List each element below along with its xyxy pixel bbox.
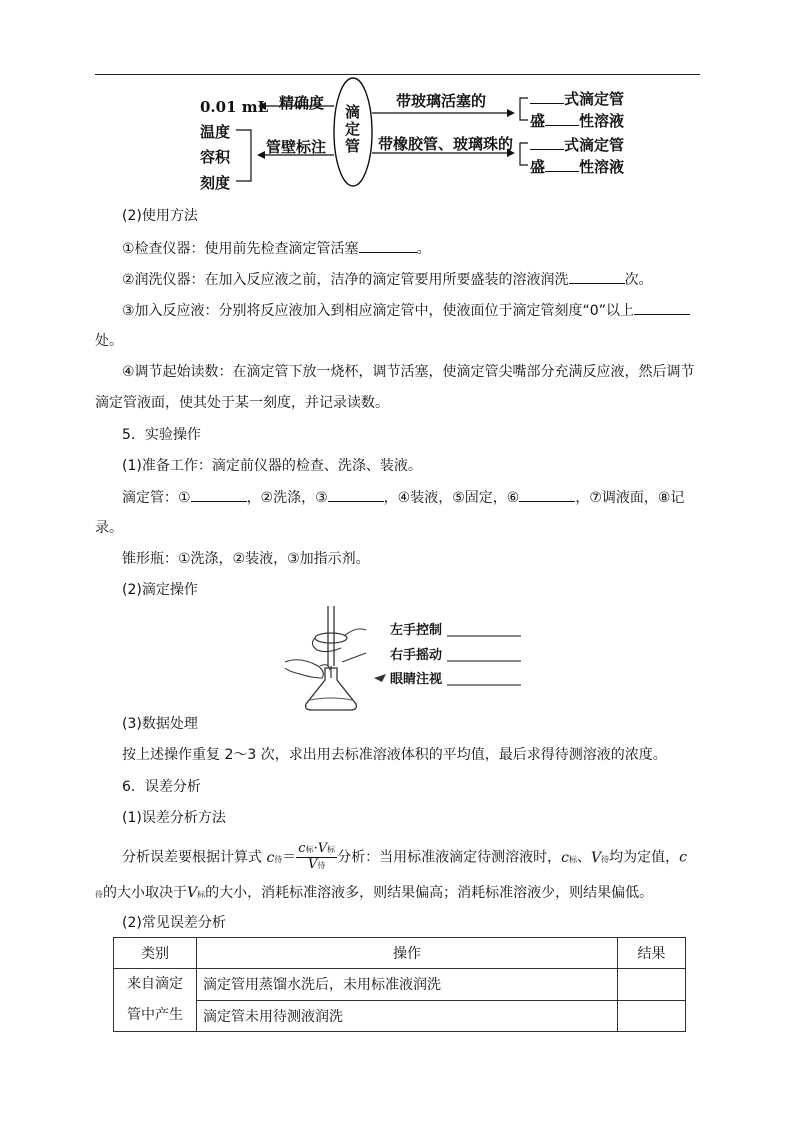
wall-arrowhead — [257, 151, 265, 159]
data-text: 按上述操作重复 2～3 次，求出用去标准溶液体积的平均值，最后求得待测溶液的浓度。 — [122, 747, 667, 763]
precision-label: 精确度 — [279, 94, 325, 112]
glass-type-blank — [530, 91, 564, 104]
data-heading: (3)数据处理 — [122, 716, 198, 732]
glass-type: 式滴定管 — [530, 88, 624, 109]
formula-fraction: $\frac{\text{c标·V标}}{\text{V待}}$ — [298, 841, 336, 872]
step1-blank — [359, 238, 417, 253]
operation-heading: 5．实验操作 — [122, 427, 201, 443]
table-row — [114, 969, 686, 1001]
usage-step2: ②润洗仪器：在加入反应液之前，洁净的滴定管要用所要盛装的溶液润洗 次。 — [122, 269, 653, 290]
wall-item-volume: 容积 — [200, 148, 231, 166]
formula-line: 分析误差要根据计算式 c待＝ $\frac{\text{c标·V标}}{\text{V待}}$ 分析：当用标准液滴定待测溶液时，c标、V待均为定值，c — [122, 841, 687, 872]
titration-heading: (2)滴定操作 — [122, 582, 198, 598]
rubber-bracket — [520, 143, 528, 165]
table-row — [114, 1000, 686, 1032]
center-label-1: 滴 — [345, 103, 361, 121]
burette-blank-1 — [191, 487, 247, 502]
result-cell — [618, 1000, 686, 1032]
label-eyes: 眼睛注视 — [390, 672, 443, 687]
header-result: 结果 — [618, 938, 686, 969]
glass-hold: 盛 性溶液 — [530, 112, 625, 130]
wall-item-scale: 刻度 — [200, 174, 231, 192]
error-method-heading: (1)误差分析方法 — [122, 810, 226, 826]
error-table — [113, 937, 686, 1032]
result-cell — [618, 969, 686, 1001]
burette-steps: 滴定管：① ，②洗涤，③ ，④装液，⑤固定，⑥ ，⑦调液面，⑧记 — [122, 487, 684, 508]
step3-blank — [634, 300, 690, 315]
header-category: 类别 — [114, 938, 197, 969]
usage-step3: ③加入反应液：分别将反应液加入到相应滴定管中，使液面位于滴定管刻度“0”以上 — [122, 300, 690, 321]
prep-heading: (1)准备工作：滴定前仪器的检查、洗涤、装液。 — [122, 458, 422, 474]
header-operation: 操作 — [197, 938, 618, 969]
burette-blank-6 — [519, 487, 575, 502]
glass-hold-blank — [545, 113, 579, 126]
error-heading: 6．误差分析 — [122, 779, 201, 795]
usage-heading: (2)使用方法 — [122, 208, 198, 224]
common-error-heading: (2)常见误差分析 — [122, 915, 226, 931]
table-header-row — [114, 938, 686, 969]
rubber-type-blank — [530, 137, 564, 150]
burette-blank-3 — [328, 487, 384, 502]
rubber-type: 式滴定管 — [530, 134, 624, 155]
rubber-hold: 盛 性溶液 — [530, 158, 625, 176]
operation-cell: 滴定管用蒸馏水洗后，未用标准液润洗 — [197, 969, 618, 1001]
usage-step3-end: 处。 — [95, 333, 123, 349]
formula-line-2: 待的大小取决于V标的大小，消耗标准溶液多，则结果偏高；消耗标准溶液少，则结果偏低。 — [95, 885, 654, 901]
label-left-hand: 左手控制 — [390, 623, 443, 638]
rubber-label: 带橡胶管、玻璃珠的 — [378, 135, 514, 153]
wall-bracket — [236, 130, 251, 181]
usage-step1: ①检查仪器：使用前先检查滴定管活塞 。 — [122, 238, 431, 259]
category-cell: 来自滴定 管中产生 — [114, 969, 197, 1032]
flask-steps: 锥形瓶：①洗涤，②装液，③加指示剂。 — [122, 551, 370, 567]
usage-step4-line2: 滴定管液面，使其处于某一刻度，并记录读数。 — [95, 395, 389, 411]
step2-blank — [569, 269, 625, 284]
precision-value: 0.01 mL — [200, 98, 269, 116]
glass-bracket — [520, 98, 528, 120]
operation-cell: 滴定管未用待测液润洗 — [197, 1000, 618, 1032]
center-label-2: 定 — [345, 120, 361, 138]
wall-label: 管壁标注 — [266, 138, 327, 156]
glass-arrowhead — [507, 109, 515, 117]
usage-step4-line1: ④调节起始读数：在滴定管下放一烧杯，调节活塞，使滴定管尖嘴部分充满反应液，然后调节 — [122, 364, 695, 380]
formula-c-dai: c待 — [266, 849, 283, 866]
wall-item-temp: 温度 — [200, 123, 231, 141]
label-right-hand: 右手摇动 — [390, 648, 443, 663]
rubber-hold-blank — [545, 159, 579, 172]
burette-steps-end: 录。 — [95, 520, 123, 536]
center-label-3: 管 — [345, 137, 361, 155]
glass-label: 带玻璃活塞的 — [396, 92, 487, 110]
